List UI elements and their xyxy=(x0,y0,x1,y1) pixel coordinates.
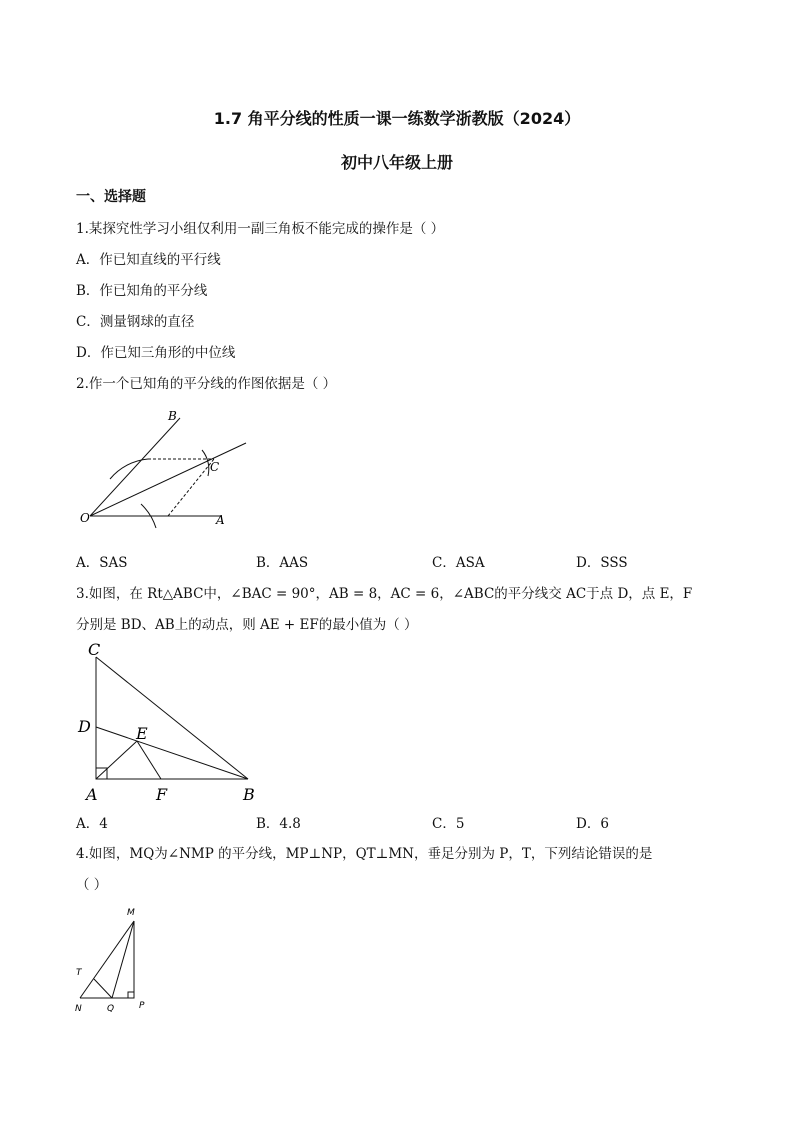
figure3-label-a: A xyxy=(86,785,98,804)
angle-bisector-figure xyxy=(76,404,256,534)
figure4-label-p: P xyxy=(139,1001,145,1011)
question-3-option-a: A．4 xyxy=(76,816,108,832)
figure2-label-a: A xyxy=(216,513,225,527)
page-title: 1.7 角平分线的性质一课一练数学浙教版（2024） xyxy=(213,109,581,128)
figure4-label-t: T xyxy=(76,968,82,978)
figure3-label-b: B xyxy=(243,785,255,804)
question-3-stem-line1: 3.如图，在 Rt△ABC中，∠BAC = 90°，AB = 8，AC = 6，∠ABC的平分线交 AC于点 D，点 E，F xyxy=(76,586,693,602)
figure4-label-q: Q xyxy=(107,1004,115,1014)
question-1-option-d: D．作已知三角形的中位线 xyxy=(76,345,236,361)
figure4-label-m: M xyxy=(127,908,135,918)
question-1-option-c: C．测量钢球的直径 xyxy=(76,314,195,330)
figure3-label-e: E xyxy=(136,724,148,743)
question-1-option-a: A．作已知直线的平行线 xyxy=(76,252,221,268)
question-3-option-d: D．6 xyxy=(576,816,609,832)
question-1-stem: 1.某探究性学习小组仅利用一副三角板不能完成的操作是（ ） xyxy=(76,221,445,237)
triangle-abc-figure xyxy=(76,637,276,807)
figure2-label-c: C xyxy=(210,460,220,474)
figure3-label-d: D xyxy=(78,717,91,736)
question-2-stem: 2.作一个已知角的平分线的作图依据是（ ） xyxy=(76,376,337,392)
question-2-option-a: A．SAS xyxy=(76,555,128,571)
question-4-stem-line2: （ ） xyxy=(76,877,108,893)
question-2-option-d: D．SSS xyxy=(576,555,628,571)
triangle-mnp-figure xyxy=(72,903,162,1018)
question-2-option-c: C．ASA xyxy=(432,555,485,571)
figure3-label-c: C xyxy=(88,640,101,659)
section-title: 一、选择题 xyxy=(76,189,146,205)
question-3-option-b: B．4.8 xyxy=(256,816,301,832)
question-3-option-c: C．5 xyxy=(432,816,465,832)
question-2-option-b: B．AAS xyxy=(256,555,309,571)
question-4-stem-line1: 4.如图，MQ为∠NMP 的平分线，MP⊥NP，QT⊥MN，垂足分别为 P，T，下列结论错误的是 xyxy=(76,846,653,862)
figure2-label-o: O xyxy=(80,511,90,525)
figure4-label-n: N xyxy=(75,1004,82,1014)
page-subtitle: 初中八年级上册 xyxy=(340,153,453,172)
question-1-option-b: B．作已知角的平分线 xyxy=(76,283,208,299)
question-3-stem-line2: 分别是 BD、AB上的动点，则 AE + EF的最小值为（ ） xyxy=(76,617,418,633)
figure3-label-f: F xyxy=(156,785,168,804)
figure2-label-b: B xyxy=(168,409,177,423)
